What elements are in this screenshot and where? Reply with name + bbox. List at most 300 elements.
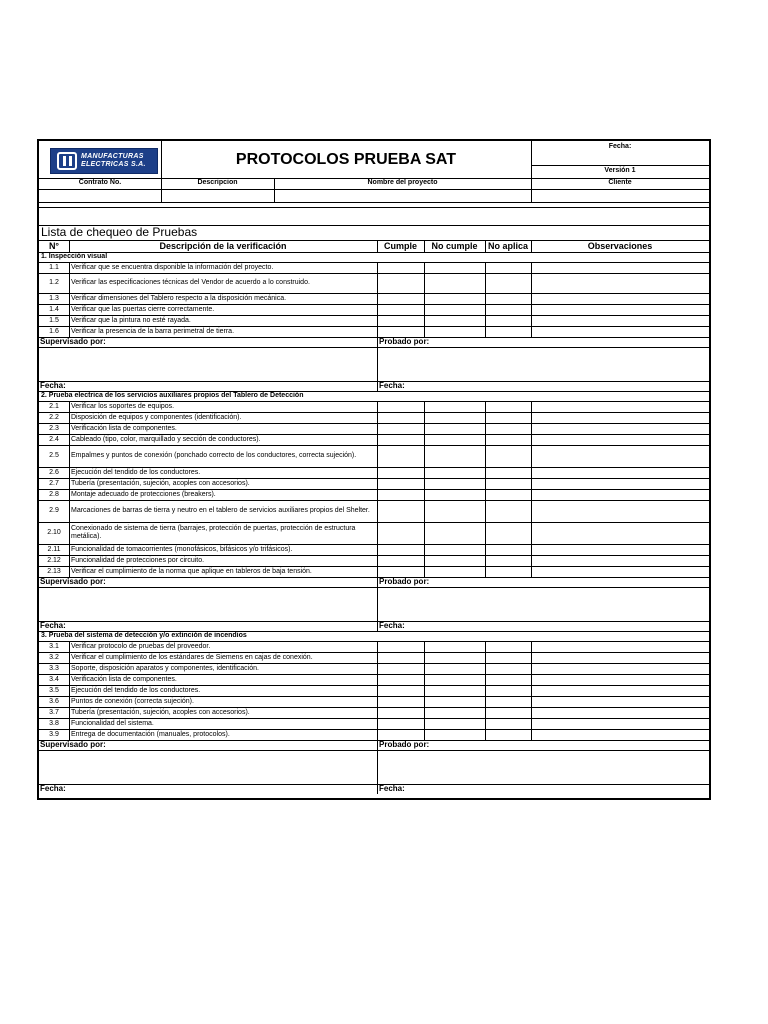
cell-observaciones[interactable]: [531, 273, 709, 293]
cell-no-aplica[interactable]: [485, 685, 531, 696]
cell-no-aplica[interactable]: [485, 544, 531, 555]
cell-no-cumple[interactable]: [424, 273, 485, 293]
grid-line: [69, 489, 70, 500]
grid-line: [531, 555, 532, 566]
cell-no-cumple[interactable]: [424, 262, 485, 273]
grid-line: [485, 544, 486, 555]
supervisado-signature-field[interactable]: [39, 750, 377, 784]
item-description: Verificar las especificaciones técnicas del Vendor de acuerdo a lo construido.: [71, 279, 310, 286]
cell-cumple[interactable]: [377, 566, 424, 577]
item-number: 3.8: [49, 720, 59, 727]
grid-line: [377, 434, 378, 445]
grid-line: [485, 641, 486, 652]
cell-cumple[interactable]: [377, 555, 424, 566]
cell-observaciones[interactable]: [531, 434, 709, 445]
cell-observaciones[interactable]: [531, 489, 709, 500]
cell-no-cumple[interactable]: [424, 641, 485, 652]
cell-cumple[interactable]: [377, 718, 424, 729]
grid-line: [485, 718, 486, 729]
item-number: 2.13: [47, 568, 61, 575]
grid-line: [485, 663, 486, 674]
grid-line: [69, 729, 70, 740]
grid-line: [424, 707, 425, 718]
cell-observaciones[interactable]: [531, 729, 709, 740]
cell-no-aplica[interactable]: [485, 652, 531, 663]
item-description: Puntos de conexión (correcta sujeción).: [71, 697, 194, 705]
cell-cumple[interactable]: [377, 262, 424, 273]
cell-no-cumple[interactable]: [424, 315, 485, 326]
cell-observaciones[interactable]: [531, 674, 709, 685]
version-label: Versión 1: [604, 167, 636, 174]
grid-line: [485, 401, 486, 412]
grid-line: [377, 401, 378, 412]
grid-line: [69, 467, 70, 478]
cell-cumple[interactable]: [377, 663, 424, 674]
section-title-2: 2. Prueba electrica de los servicios auxiliares propios del Tablero de Detección: [41, 392, 304, 399]
cell-observaciones[interactable]: [531, 315, 709, 326]
cell-no-aplica[interactable]: [485, 412, 531, 423]
grid-line: [485, 729, 486, 740]
item-description: Disposición de equipos y componentes (identificación).: [71, 413, 242, 421]
item-description: Funcionalidad de tomacorrientes (monofásicos, bifásicos y/o trifásicos).: [71, 545, 293, 553]
cell-observaciones[interactable]: [531, 555, 709, 566]
grid-line: [531, 696, 532, 707]
cell-no-cumple[interactable]: [424, 663, 485, 674]
grid-line: [377, 652, 378, 663]
probado-label: Probado por:: [379, 740, 430, 749]
cell-observaciones[interactable]: [531, 544, 709, 555]
cell-observaciones[interactable]: [531, 293, 709, 304]
cell-no-cumple[interactable]: [424, 696, 485, 707]
cell-no-cumple[interactable]: [424, 544, 485, 555]
cell-cumple[interactable]: [377, 293, 424, 304]
cell-no-aplica[interactable]: [485, 566, 531, 577]
item-description: Entrega de documentación (manuales, protocolos).: [71, 730, 230, 738]
cell-observaciones[interactable]: [531, 696, 709, 707]
cell-no-aplica[interactable]: [485, 478, 531, 489]
cell-no-aplica[interactable]: [485, 500, 531, 522]
grid-line: [69, 304, 70, 315]
cell-cumple[interactable]: [377, 522, 424, 544]
cell-cumple[interactable]: [377, 478, 424, 489]
grid-line: [485, 555, 486, 566]
item-number: 1.4: [49, 306, 59, 313]
grid-line: [274, 178, 275, 202]
cell-observaciones[interactable]: [531, 641, 709, 652]
grid-line: [485, 304, 486, 315]
item-number: 2.4: [49, 436, 59, 443]
cell-no-cumple[interactable]: [424, 304, 485, 315]
item-number: 3.6: [49, 698, 59, 705]
grid-line: [424, 326, 425, 337]
item-description: Ejecución del tendido de los conductores.: [71, 468, 201, 476]
grid-line: [377, 641, 378, 652]
item-description: Conexionado de sistema de tierra (barrajes, protección de puertas, protección de estructura metálica).: [71, 525, 356, 540]
grid-line: [377, 729, 378, 740]
cell-no-aplica[interactable]: [485, 401, 531, 412]
grid-line: [424, 674, 425, 685]
grid-line: [377, 315, 378, 326]
item-description: Tubería (presentación, sujeción, acoples con accesorios).: [71, 479, 250, 487]
grid-line: [485, 315, 486, 326]
cell-no-aplica[interactable]: [485, 304, 531, 315]
company-name-line1: MANUFACTURAS: [81, 153, 144, 160]
grid-line: [424, 423, 425, 434]
grid-line: [69, 641, 70, 652]
grid-line: [485, 434, 486, 445]
grid-line: [424, 273, 425, 293]
grid-line: [377, 663, 378, 674]
cell-observaciones[interactable]: [531, 663, 709, 674]
cell-no-aplica[interactable]: [485, 293, 531, 304]
grid-line: [485, 445, 486, 467]
cell-cumple[interactable]: [377, 685, 424, 696]
grid-line: [69, 696, 70, 707]
grid-line: [424, 304, 425, 315]
item-description: Empalmes y puntos de conexión (ponchado correcto de los conductores, correcta sujeción).: [71, 452, 357, 459]
grid-line: [69, 707, 70, 718]
grid-line: [377, 293, 378, 304]
cell-cumple[interactable]: [377, 489, 424, 500]
grid-line: [485, 696, 486, 707]
cell-no-cumple[interactable]: [424, 500, 485, 522]
grid-line: [377, 326, 378, 337]
grid-line: [69, 522, 70, 544]
probado-fecha-label: Fecha:: [379, 784, 405, 793]
grid-line: [69, 315, 70, 326]
grid-line: [485, 566, 486, 577]
grid-line: [531, 729, 532, 740]
grid-line: [424, 544, 425, 555]
grid-line: [485, 326, 486, 337]
grid-line: [424, 696, 425, 707]
item-number: 2.2: [49, 414, 59, 421]
probado-signature-field[interactable]: [377, 347, 709, 381]
cell-observaciones[interactable]: [531, 401, 709, 412]
header-col-1: Descripcion: [197, 179, 238, 186]
cell-no-aplica[interactable]: [485, 445, 531, 467]
grid-line: [531, 445, 532, 467]
cell-no-cumple[interactable]: [424, 293, 485, 304]
item-description: Verificar dimensiones del Tablero respecto a la disposición mecánica.: [71, 294, 287, 302]
cell-no-cumple[interactable]: [424, 685, 485, 696]
item-description: Montaje adecuado de protecciones (breakers).: [71, 490, 216, 498]
item-number: 3.4: [49, 676, 59, 683]
probado-label: Probado por:: [379, 337, 430, 346]
grid-line: [69, 478, 70, 489]
cell-cumple[interactable]: [377, 652, 424, 663]
grid-line: [531, 412, 532, 423]
grid-line: [531, 544, 532, 555]
grid-line: [531, 304, 532, 315]
item-description: Verificar la presencia de la barra perimetral de tierra.: [71, 327, 235, 335]
cell-no-cumple[interactable]: [424, 326, 485, 337]
probado-fecha-label: Fecha:: [379, 381, 405, 390]
grid-line: [377, 577, 378, 631]
cell-observaciones[interactable]: [531, 423, 709, 434]
supervisado-fecha-label: Fecha:: [40, 621, 66, 630]
cell-observaciones[interactable]: [531, 685, 709, 696]
grid-line: [485, 685, 486, 696]
grid-line: [69, 685, 70, 696]
cell-observaciones[interactable]: [531, 304, 709, 315]
grid-line: [377, 467, 378, 478]
grid-line: [377, 240, 378, 252]
cell-cumple[interactable]: [377, 674, 424, 685]
cell-no-cumple[interactable]: [424, 652, 485, 663]
grid-line: [377, 273, 378, 293]
cell-no-cumple[interactable]: [424, 445, 485, 467]
grid-line: [424, 478, 425, 489]
item-description: Funcionalidad de protecciones por circuito.: [71, 556, 205, 564]
cell-no-cumple[interactable]: [424, 729, 485, 740]
item-description: Marcaciones de barras de tierra y neutro en el tablero de servicios auxiliares propios del Shelter.: [71, 507, 370, 514]
grid-line: [69, 555, 70, 566]
item-description: Verificar el cumplimiento de los estándares de Siemens en cajas de conexión.: [71, 653, 313, 661]
cell-observaciones[interactable]: [531, 500, 709, 522]
cell-cumple[interactable]: [377, 641, 424, 652]
cell-observaciones[interactable]: [531, 262, 709, 273]
supervisado-label: Supervisado por:: [40, 337, 106, 346]
grid-line: [424, 729, 425, 740]
grid-line: [161, 178, 162, 202]
cell-observaciones[interactable]: [531, 478, 709, 489]
grid-line: [69, 401, 70, 412]
protocol-sheet: [37, 139, 711, 800]
grid-line: [485, 412, 486, 423]
cell-cumple[interactable]: [377, 467, 424, 478]
cell-observaciones[interactable]: [531, 522, 709, 544]
cell-observaciones[interactable]: [531, 718, 709, 729]
cell-observaciones[interactable]: [531, 467, 709, 478]
cell-no-cumple[interactable]: [424, 434, 485, 445]
cell-no-cumple[interactable]: [424, 401, 485, 412]
item-number: 3.3: [49, 665, 59, 672]
cell-no-aplica[interactable]: [485, 641, 531, 652]
cell-observaciones[interactable]: [531, 445, 709, 467]
item-description: Verificar que la pintura no esté rayada.: [71, 316, 191, 324]
item-description: Verificación lista de componentes.: [71, 675, 177, 683]
item-number: 1.6: [49, 328, 59, 335]
grid-line: [531, 165, 709, 166]
supervisado-label: Supervisado por:: [40, 577, 106, 586]
column-header-1: Descripción de la verificación: [159, 241, 287, 251]
cell-no-aplica[interactable]: [485, 696, 531, 707]
grid-line: [39, 207, 709, 208]
cell-observaciones[interactable]: [531, 326, 709, 337]
grid-line: [377, 304, 378, 315]
grid-line: [424, 401, 425, 412]
cell-observaciones[interactable]: [531, 707, 709, 718]
item-number: 1.2: [49, 279, 59, 286]
column-header-3: No cumple: [431, 241, 478, 251]
probado-signature-field[interactable]: [377, 750, 709, 784]
section-title-3: 3. Prueba del sistema de detección y/o extinción de incendios: [41, 632, 247, 639]
item-description: Cableado (tipo, color, marquillado y sección de conductores).: [71, 435, 261, 443]
cell-cumple[interactable]: [377, 304, 424, 315]
grid-line: [424, 652, 425, 663]
grid-line: [69, 293, 70, 304]
supervisado-fecha-label: Fecha:: [40, 784, 66, 793]
grid-line: [485, 707, 486, 718]
grid-line: [424, 566, 425, 577]
cell-no-cumple[interactable]: [424, 718, 485, 729]
grid-line: [39, 189, 709, 190]
cell-cumple[interactable]: [377, 423, 424, 434]
cell-no-aplica[interactable]: [485, 315, 531, 326]
cell-no-cumple[interactable]: [424, 489, 485, 500]
item-number: 2.11: [47, 546, 61, 553]
header-col-3: Cliente: [608, 179, 632, 186]
cell-no-aplica[interactable]: [485, 489, 531, 500]
grid-line: [485, 652, 486, 663]
grid-line: [485, 467, 486, 478]
grid-line: [69, 445, 70, 467]
grid-line: [531, 326, 532, 337]
cell-no-aplica[interactable]: [485, 674, 531, 685]
cell-cumple[interactable]: [377, 315, 424, 326]
cell-cumple[interactable]: [377, 401, 424, 412]
cell-no-cumple[interactable]: [424, 555, 485, 566]
cell-no-aplica[interactable]: [485, 707, 531, 718]
grid-line: [69, 544, 70, 555]
cell-no-aplica[interactable]: [485, 467, 531, 478]
grid-line: [377, 423, 378, 434]
grid-line: [531, 522, 532, 544]
cell-no-cumple[interactable]: [424, 674, 485, 685]
item-number: 1.3: [49, 295, 59, 302]
item-description: Verificar protocolo de pruebas del proveedor.: [71, 642, 211, 650]
cell-no-cumple[interactable]: [424, 566, 485, 577]
cell-no-cumple[interactable]: [424, 467, 485, 478]
cell-cumple[interactable]: [377, 434, 424, 445]
grid-line: [531, 685, 532, 696]
item-number: 3.1: [49, 643, 59, 650]
company-logo: [50, 148, 158, 174]
grid-line: [531, 718, 532, 729]
grid-line: [531, 663, 532, 674]
cell-cumple[interactable]: [377, 729, 424, 740]
page-title: PROTOCOLOS PRUEBA SAT: [235, 151, 457, 168]
cell-cumple[interactable]: [377, 707, 424, 718]
grid-line: [531, 273, 532, 293]
grid-line: [485, 240, 486, 252]
grid-line: [377, 707, 378, 718]
grid-line: [531, 652, 532, 663]
header-col-0: Contrato No.: [78, 179, 122, 186]
cell-cumple[interactable]: [377, 544, 424, 555]
grid-line: [424, 718, 425, 729]
grid-line: [377, 478, 378, 489]
cell-cumple[interactable]: [377, 500, 424, 522]
cell-no-cumple[interactable]: [424, 423, 485, 434]
cell-no-aplica[interactable]: [485, 522, 531, 544]
item-number: 2.6: [49, 469, 59, 476]
grid-line: [531, 707, 532, 718]
cell-no-aplica[interactable]: [485, 423, 531, 434]
item-number: 2.9: [49, 507, 59, 514]
grid-line: [485, 293, 486, 304]
grid-line: [39, 202, 709, 203]
grid-line: [424, 262, 425, 273]
supervisado-label: Supervisado por:: [40, 740, 106, 749]
cell-no-cumple[interactable]: [424, 522, 485, 544]
grid-line: [69, 326, 70, 337]
cell-no-aplica[interactable]: [485, 555, 531, 566]
item-number: 3.9: [49, 731, 59, 738]
cell-cumple[interactable]: [377, 696, 424, 707]
grid-line: [424, 522, 425, 544]
cell-no-cumple[interactable]: [424, 478, 485, 489]
grid-line: [531, 401, 532, 412]
cell-no-aplica[interactable]: [485, 262, 531, 273]
cell-cumple[interactable]: [377, 412, 424, 423]
cell-observaciones[interactable]: [531, 566, 709, 577]
company-logo-icon: [57, 152, 77, 170]
cell-no-aplica[interactable]: [485, 663, 531, 674]
cell-no-cumple[interactable]: [424, 412, 485, 423]
item-number: 2.1: [49, 403, 59, 410]
item-description: Verificar que las puertas cierre correctamente.: [71, 305, 215, 313]
grid-line: [531, 178, 532, 202]
cell-observaciones[interactable]: [531, 412, 709, 423]
cell-cumple[interactable]: [377, 273, 424, 293]
item-number: 2.12: [47, 557, 61, 564]
grid-line: [531, 641, 532, 652]
cell-no-aplica[interactable]: [485, 729, 531, 740]
grid-line: [531, 434, 532, 445]
grid-line: [69, 718, 70, 729]
grid-line: [485, 489, 486, 500]
grid-line: [531, 500, 532, 522]
grid-line: [531, 423, 532, 434]
column-header-2: Cumple: [383, 241, 417, 251]
grid-line: [485, 262, 486, 273]
item-description: Verificar que se encuentra disponible la información del proyecto.: [71, 263, 274, 271]
cell-no-aplica[interactable]: [485, 718, 531, 729]
grid-line: [69, 500, 70, 522]
fecha-label: Fecha:: [608, 143, 632, 150]
grid-line: [69, 262, 70, 273]
probado-signature-field[interactable]: [377, 587, 709, 621]
item-number: 1.1: [49, 264, 59, 271]
cell-no-aplica[interactable]: [485, 273, 531, 293]
grid-line: [377, 412, 378, 423]
cell-observaciones[interactable]: [531, 652, 709, 663]
supervisado-signature-field[interactable]: [39, 347, 377, 381]
cell-no-cumple[interactable]: [424, 707, 485, 718]
cell-no-aplica[interactable]: [485, 326, 531, 337]
probado-label: Probado por:: [379, 577, 430, 586]
grid-line: [377, 544, 378, 555]
cell-cumple[interactable]: [377, 445, 424, 467]
grid-line: [531, 478, 532, 489]
grid-line: [377, 674, 378, 685]
grid-line: [424, 555, 425, 566]
cell-cumple[interactable]: [377, 326, 424, 337]
grid-line: [424, 240, 425, 252]
column-header-5: Observaciones: [587, 241, 653, 251]
grid-line: [377, 718, 378, 729]
grid-line: [424, 467, 425, 478]
grid-line: [377, 566, 378, 577]
item-number: 2.10: [47, 529, 61, 536]
supervisado-signature-field[interactable]: [39, 587, 377, 621]
grid-line: [69, 663, 70, 674]
grid-line: [377, 685, 378, 696]
item-number: 2.7: [49, 480, 59, 487]
cell-no-aplica[interactable]: [485, 434, 531, 445]
